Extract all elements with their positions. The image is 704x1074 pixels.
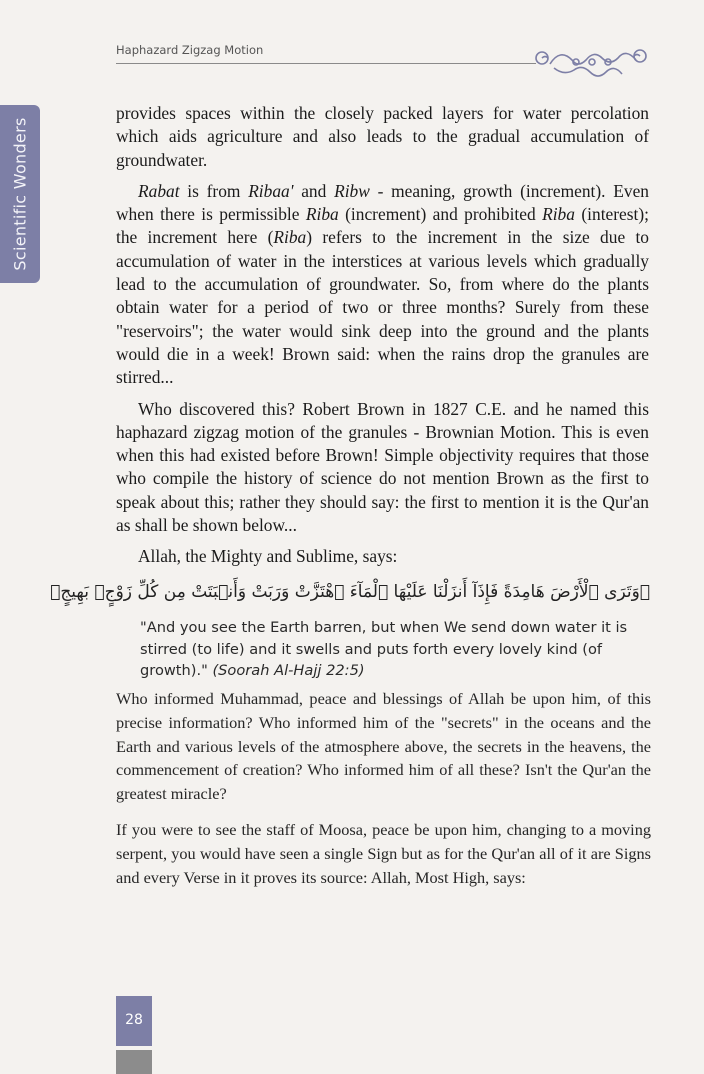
verse-reference: (Soorah Al-Hajj 22:5) xyxy=(212,662,365,679)
quran-verse-arabic: ﴿وَتَرَى ٱلْأَرْضَ هَامِدَةً فَإِذَآ أَنزَلْنَا عَلَيْهَا ٱلْمَآءَ ٱهْتَزَّتْ وَرَبَتْ وَأَنۢبَتَتْ مِن كُلِّ زَوْجٍۭ بَهِيجٍ﴾ xyxy=(50,582,650,602)
paragraph: If you were to see the staff of Moosa, peace be upon him, changing to a moving serpent, you would have seen a single Sign but as for the Qur'an all of it are Signs and every Verse in it proves its source: Allah, Most High, says: xyxy=(116,819,651,887)
paragraph: provides spaces within the closely packed layers for water percolation which aids agriculture and also leads to the gradual accumulation of groundwater. xyxy=(116,103,649,170)
header-rule xyxy=(116,63,536,64)
chapter-side-tab-label: Scientific Wonders xyxy=(10,117,30,271)
closing-text xyxy=(116,687,651,901)
running-title: Haphazard Zigzag Motion xyxy=(116,43,264,57)
term: Ribw xyxy=(334,180,370,201)
paragraph: Rabat is from Ribaa' and Ribw - meaning, growth (increment). Even when there is permissible Riba (increment) and prohibited Riba (interest); the increment here (Riba) refers to the increment in the size due to accumulation of water in the interstices at various levels which gradually lead to the accumulation of groundwater. So, from where do the plants obtain water for a period of two or three months? Surely from these "reservoirs"; the water would sink deep into the ground and the plants would die in a week! Brown said: when the rains drop the granules are stirred... xyxy=(116,180,649,388)
verse-translation: "And you see the Earth barren, but when We send down water it is stirred (to life) and it swells and puts forth every lovely kind (of growth)." (Soorah Al-Hajj 22:5) xyxy=(140,619,628,679)
term: Riba xyxy=(305,204,339,225)
term: Riba xyxy=(542,204,575,225)
paragraph: Who discovered this? Robert Brown in 1827 C.E. and he named this haphazard zigzag motion of the granules - Brownian Motion. This is even when this had existed before Brown! Simple objectivity requires that those who compile the history of science do not mention Brown as the first to speak about this; rather they should say: the first to mention it is the Qur'an as shall be shown below... xyxy=(116,398,649,536)
term: Rabat xyxy=(138,180,180,201)
page-number: 28 xyxy=(125,1012,143,1028)
paragraph: Who informed Muhammad, peace and blessings of Allah be upon him, of this precise information? Who informed him of the "secrets" in the oceans and the Earth and various levels of the atmosphere above, the secrets in the heavens, the commencement of creation? Who informed him of all these? Isn't the Qur'an the greatest miracle? xyxy=(116,689,651,804)
term: Ribaa' xyxy=(248,180,294,201)
main-text xyxy=(116,102,649,577)
paragraph: Allah, the Mighty and Sublime, says: xyxy=(138,546,398,567)
term: Riba xyxy=(273,227,307,248)
page-tab-lower xyxy=(116,1050,152,1074)
header-ornament xyxy=(532,44,652,80)
